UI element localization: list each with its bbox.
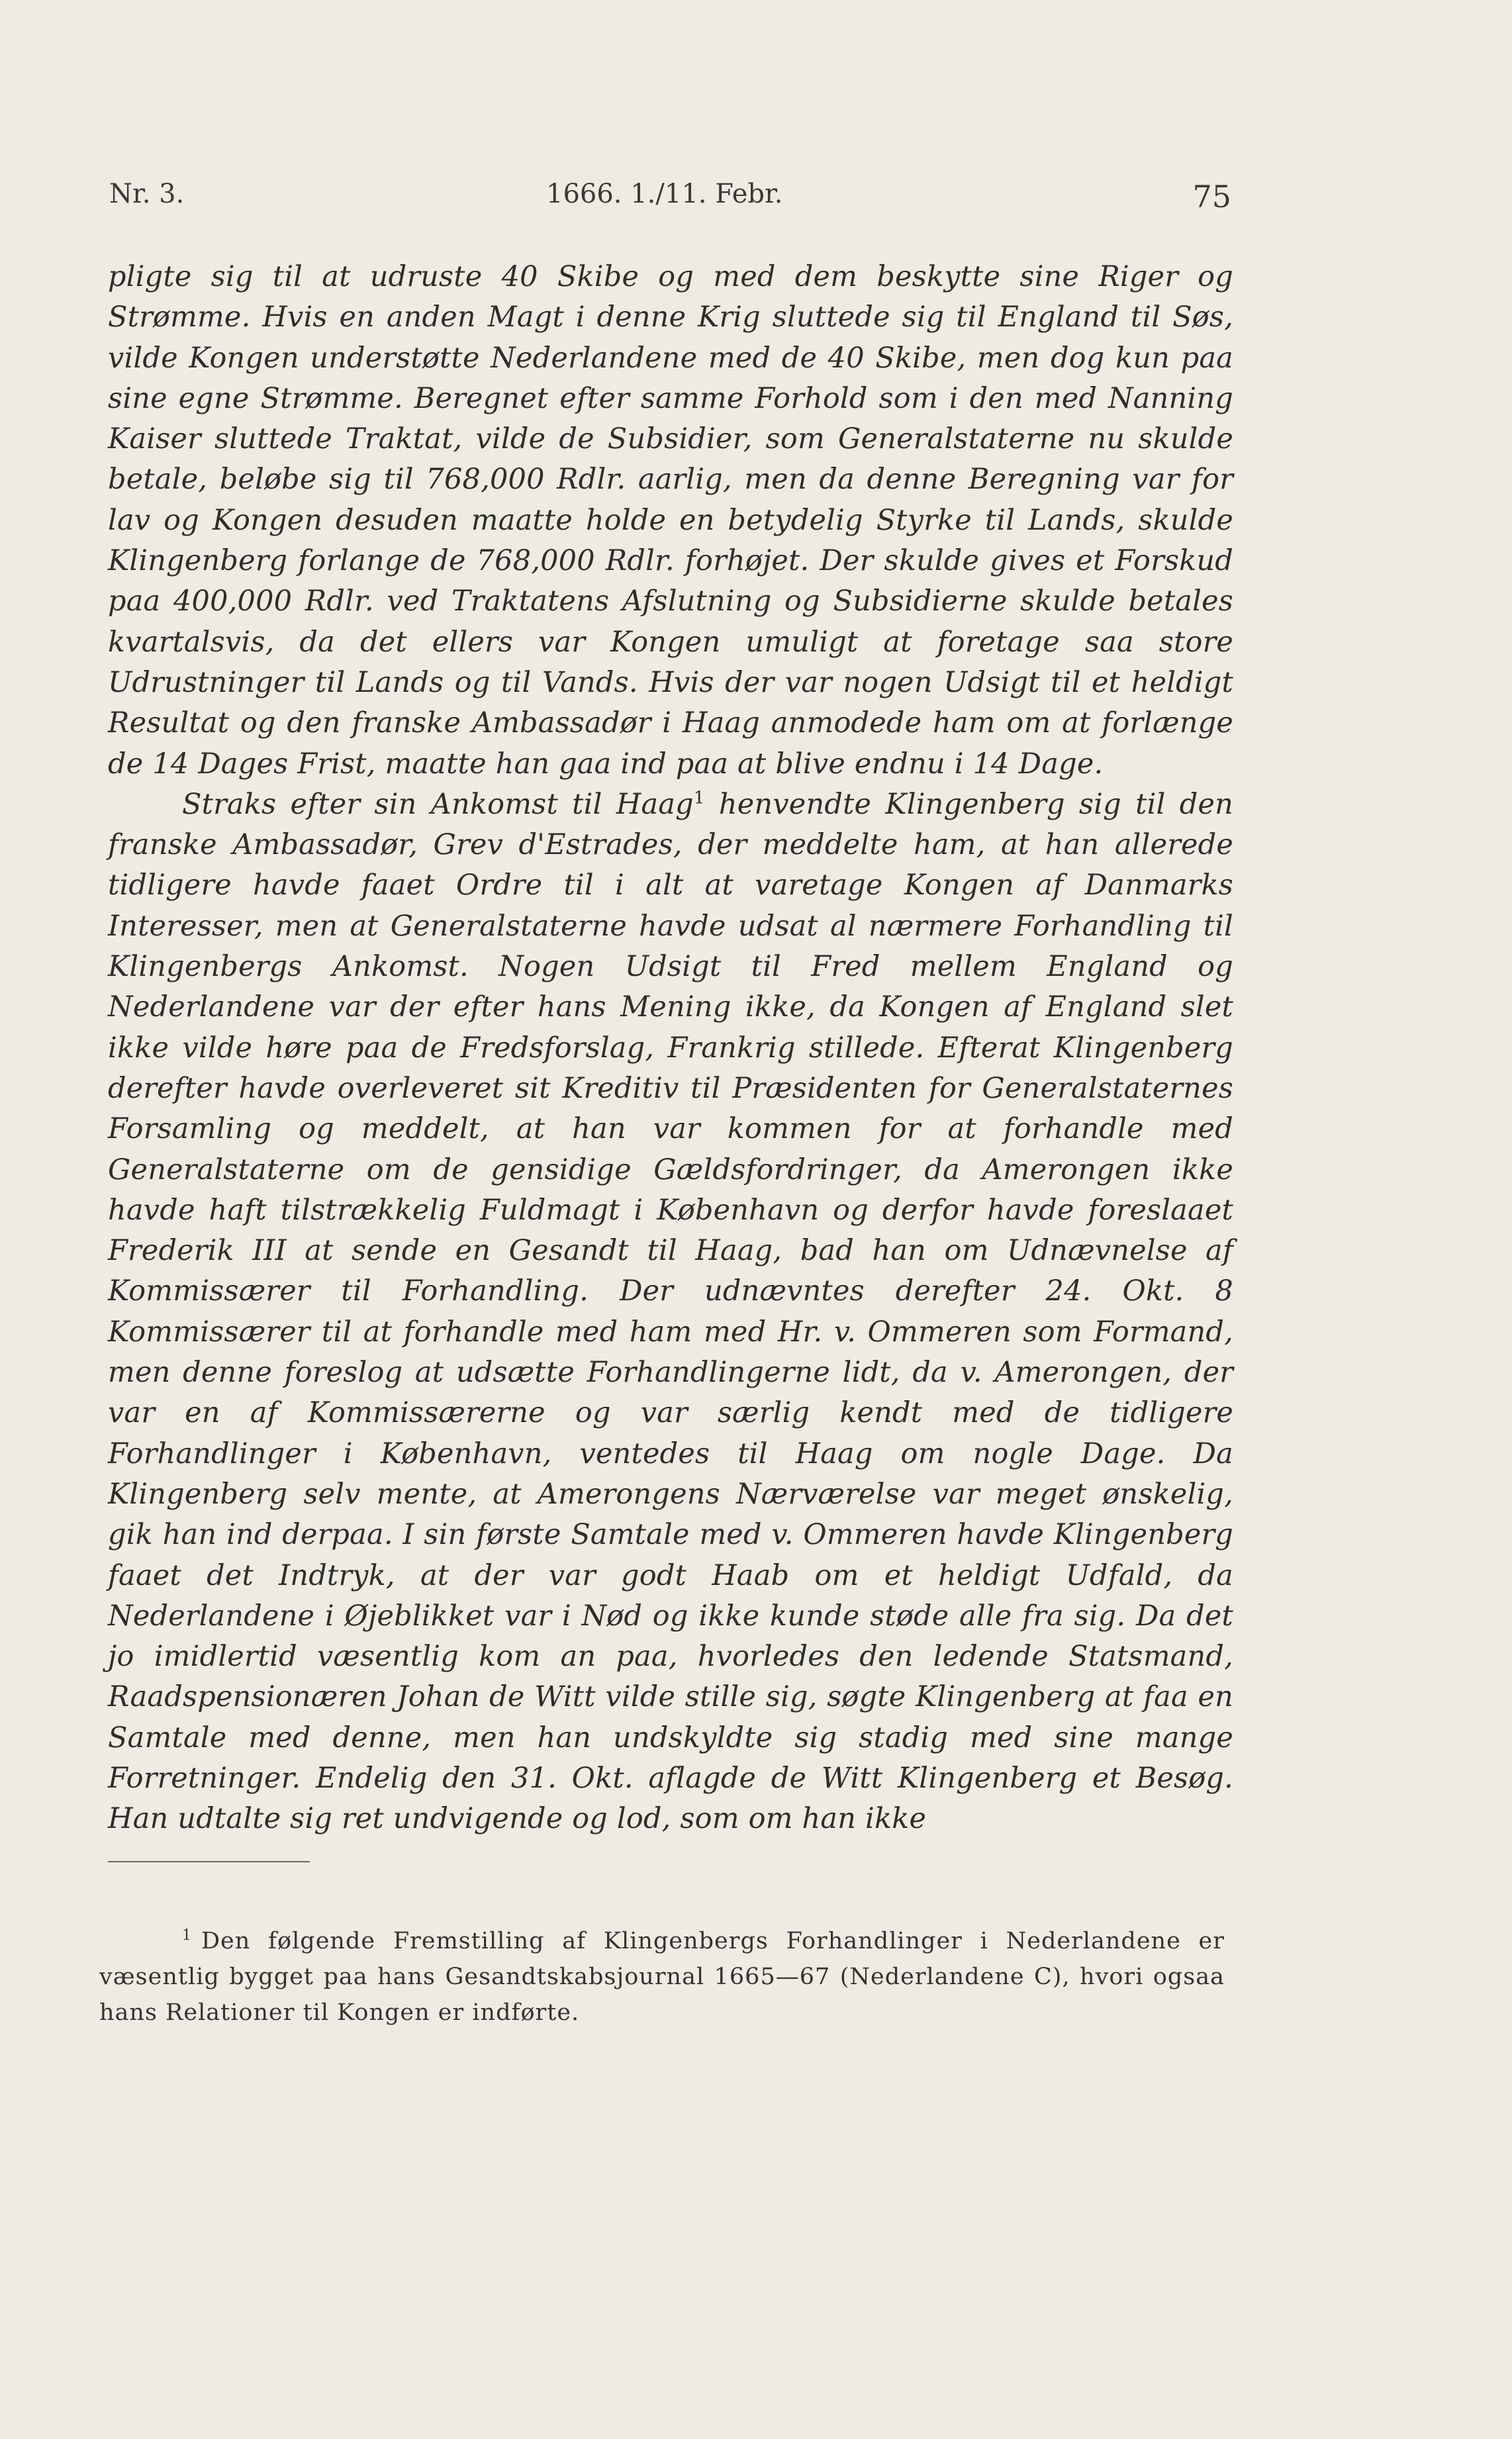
- footnote-marker: 1: [182, 1927, 192, 1944]
- running-header: [109, 179, 1231, 218]
- footnote-text: Den følgende Fremstilling af Klingenbergs Forhandlinger i Nederlandene er væsentlig bygget paa hans Gesandtskabsjournal 1665—67 (Nederlandene C), hvori ogsaa hans Relationer til Kongen er indførte.: [99, 1928, 1225, 2026]
- paragraph-1: pligte sig til at udruste 40 Skibe og med dem beskytte sine Riger og Strømme. Hvis en anden Magt i denne Krig sluttede sig til England til Søs, vilde Kongen understøtte Nederlandene med de 40 Skibe, men dog kun paa sine egne Strømme. Beregnet efter samme Forhold som i den med Nanning Kaiser sluttede Traktat, vilde de Subsidier, som Generalstaterne nu skulde betale, beløbe sig til 768,000 Rdlr. aarlig, men da denne Beregning var for lav og Kongen desuden maatte holde en betydelig Styrke til Lands, skulde Klingenberg forlange de 768,000 Rdlr. forhøjet. Der skulde gives et Forskud paa 400,000 Rdlr. ved Traktatens Afslutning og Subsidierne skulde betales kvartalsvis, da det ellers var Kongen umuligt at foretage saa store Udrustninger til Lands og til Vands. Hvis der var nogen Udsigt til et heldigt Resultat og den franske Ambassadør i Haag anmodede ham om at forlænge de 14 Dages Frist, maatte han gaa ind paa at blive endnu i 14 Dage.: [108, 260, 1233, 781]
- footnote-paragraph: [99, 1923, 1225, 2031]
- paragraph-2: [108, 785, 1233, 1840]
- paragraph-2-start: Straks efter sin Ankomst til Haag: [182, 787, 694, 821]
- page-number: 75: [1192, 179, 1231, 215]
- paragraph-2-rest: henvendte Klingenberg sig til den franske Ambassadør, Grev d'Estrades, der meddelte ham, at han allerede tidligere havde faaet Ordre til i alt at varetage Kongen af Danmarks Interesser, men at Generalstaterne havde udsat al nærmere Forhandling til Klingenbergs Ankomst. Nogen Udsigt til Fred mellem England og Nederlandene var der efter hans Mening ikke, da Kongen af England slet ikke vilde høre paa de Fredsforslag, Frankrig stillede. Efterat Klingenberg derefter havde overleveret sit Kreditiv til Præsidenten for Generalstaternes Forsamling og meddelt, at han var kommen for at forhandle med Generalstaterne om de gensidige Gældsfordringer, da Amerongen ikke havde haft tilstrækkelig Fuldmagt i København og derfor havde foreslaaet Frederik III at sende en Gesandt til Haag, bad han om Udnævnelse af Kommissærer til Forhandling. Der udnævntes derefter 24. Okt. 8 Kommissærer til at forhandle med ham med Hr. v. Ommeren som Formand, men denne foreslog at udsætte Forhandlingerne lidt, da v. Amerongen, der var en af Kommissærerne og var særlig kendt med de tidligere Forhandlinger i København, ventedes til Haag om nogle Dage. Da Klingenberg selv mente, at Amerongens Nærværelse var meget ønskelig, gik han ind derpaa. I sin første Samtale med v. Ommeren havde Klingenberg faaet det Indtryk, at der var godt Haab om et heldigt Udfald, da Nederlandene i Øjeblikket var i Nød og ikke kunde støde alle fra sig. Da det jo imidlertid væsentlig kom an paa, hvorledes den ledende Statsmand, Raadspensionæren Johan de Witt vilde stille sig, søgte Klingenberg at faa en Samtale med denne, men han undskyldte sig stadig med sine mange Forretninger. Endelig den 31. Okt. aflagde de Witt Klingenberg et Besøg. Han udtalte sig ret undvigende og lod, som om han ikke: [108, 787, 1233, 1836]
- footnote: [99, 1923, 1225, 2031]
- footnote-divider: [108, 1861, 310, 1862]
- main-text: [108, 257, 1233, 1840]
- section-number: Nr. 3.: [109, 179, 185, 209]
- footnote-reference: 1: [693, 788, 705, 808]
- header-date: 1666. 1./11. Febr.: [546, 179, 783, 209]
